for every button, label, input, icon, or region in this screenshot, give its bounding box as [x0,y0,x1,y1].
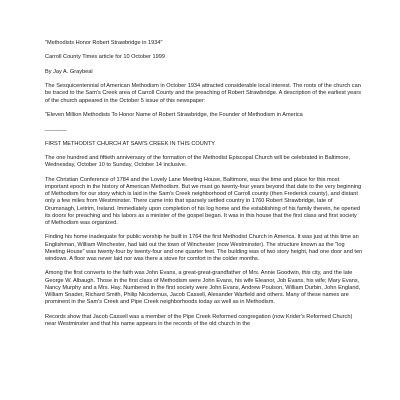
subheadline-text: The one hundred and fiftieth anniversary of the formation of the Methodist Episcopal Church will be celebrated in Baltimore, Wednesday, October 10 to Sunday, October 14 inclusive. [45,155,351,169]
subheadline: FIRST METHODIST CHURCH AT SAM'S CREEK IN THIS COUNTY [45,140,215,147]
body-paragraph-3: Among the first converts to the faith was John Evans, a great-great-grandfather of Mrs. Annie Goodwin, this city, and the late George W. Albaugh. Those in the first class of Methodism were John Evans, his wife Eleanor, Job Evans, his wife; Mary Evans, Nancy Murphy and a Mrs. Hay. Numbered in the first society were John Evans, Andrew Poulson, William Durbin, John England, William Snader, Richard Smith, Philip Nicodemus, Jacob Cassell, Alexander Warfield and others. Many of these names are prominent in the Sam's Creek and Pipe Creek neighborhoods today as well as in Methodism. [45,270,361,306]
article-body [45,40,363,335]
body-paragraph-2: Finding his home inadequate for public worship he built in 1764 the first Methodist Church in America. It was just at this time an Englishman, William Winchester, had laid out the town of Winchester (now Westminster). The structure known as the "log Meeting House" was twenty-four by twenty-four and one quarter feet. The building was of two story height, had one door and ten windows. A floor was never laid nor was there a stove for comfort in the colder months. [45,234,363,262]
body-paragraph-4: Records show that Jacob Cassell was a member of the Pipe Creek Reformed congregation (now Krider's Reformed Church) near Westminster and that his name appears in the records of the old church in the [45,313,353,327]
headline-rule: _______ [45,126,67,133]
article-byline: By Jay A. Graybeal [45,68,93,75]
quoted-headline: "Eleven Million Methodists To Honor Name of Robert Strawbridge, the Founder of Methodism in America [45,111,303,118]
article-title: "Methodists Honor Robert Strawbridge in 1934" [45,40,163,46]
quoted-headline-block [45,112,363,170]
body-paragraph-1: The Christian Conference of 1784 and the Lovely Lane Meeting House, Baltimore, was the time and place for this most important epoch in the history of American Methodism. But we must go twenty-four years beyond that date to the very beginning of Methodism for our story which is laid in the Sam's Creek neighborhood of Carroll county (then Frederick county), and distant only a few miles from Westminster. There came into that sparsely settled country in 1760 Robert Strawbridge, late of Drumsnagh, Leitrim, Ireland. Immediately upon completion of his log home and the establishing of his family therein, he opened its doors for preaching and his labors as a minister of the gospel began. It was in this house that the first class and first society of Methodism was organized. [45,176,362,226]
article-source: Carroll County Times article for 10 October 1999 [45,54,166,61]
intro-paragraph: The Sesquicentennial of American Methodism in October 1934 attracted considerable local interest. The roots of the church can be traced to the Sam's Creek area of Carroll County and the preaching of Robert Strawbridge. A description of the earliest years of the church appeared in the October 5 issue of this newspaper: [45,83,362,104]
article-header [45,40,363,76]
